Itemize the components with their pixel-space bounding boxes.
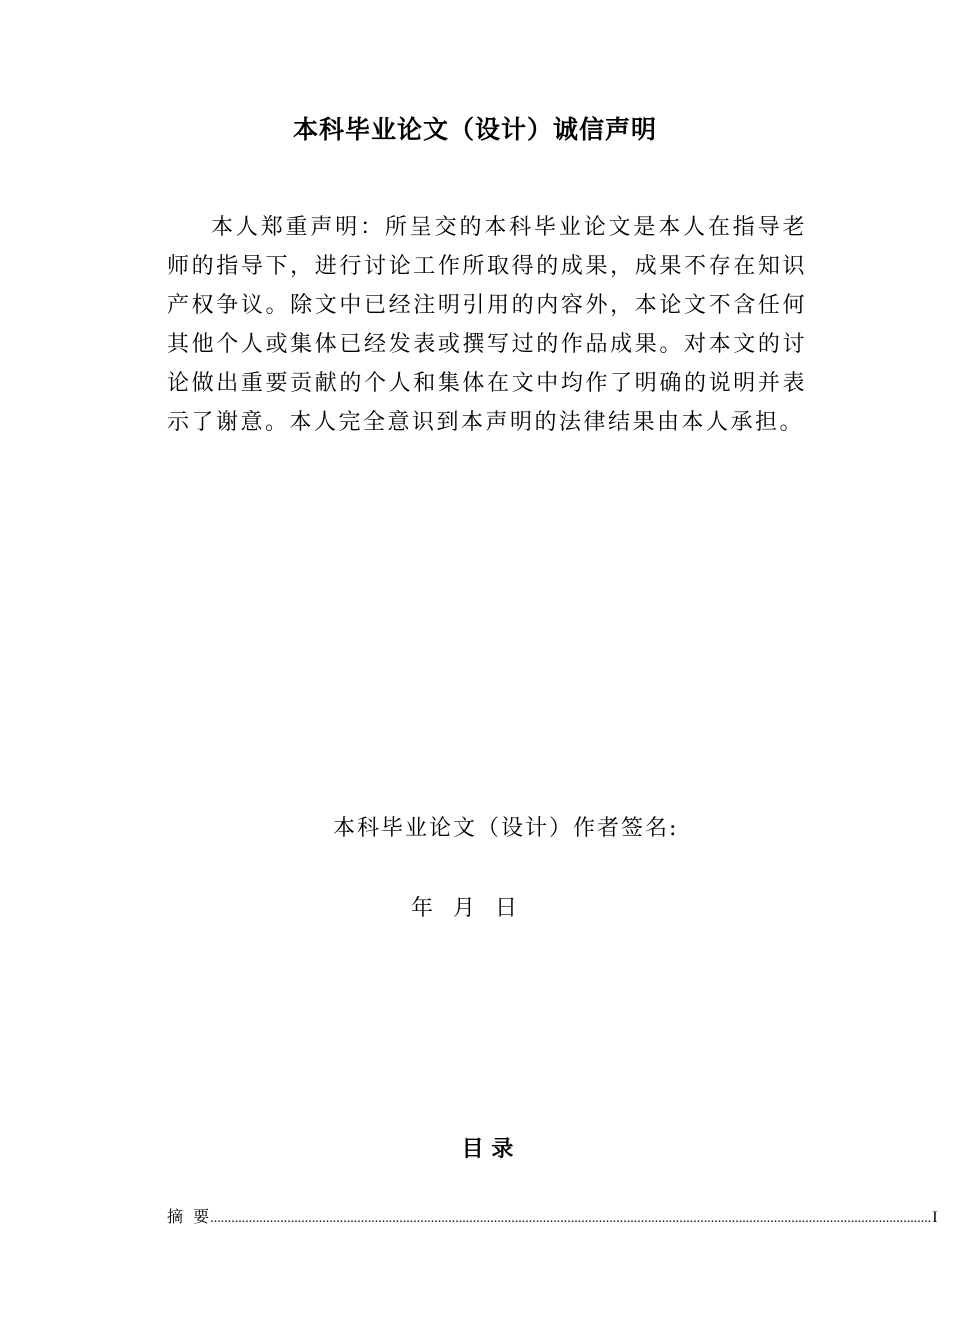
declaration-title: 本科毕业论文（设计）诚信声明 bbox=[292, 115, 657, 144]
toc-entry[interactable] bbox=[167, 1203, 938, 1233]
toc-entry-label: 摘 要 bbox=[167, 1207, 210, 1226]
author-signature-label: 本科毕业论文（设计）作者签名: bbox=[333, 816, 679, 841]
toc-title: 目 录 bbox=[461, 1137, 514, 1162]
toc-dot-leader: .............................................................................................................................................................................................................. bbox=[210, 1211, 932, 1226]
signature-date-label: 年 月 日 bbox=[411, 896, 519, 921]
toc-entry-page: I bbox=[932, 1209, 938, 1226]
declaration-body: 本人郑重声明：所呈交的本科毕业论文是本人在指导老师的指导下，进行讨论工作所取得的成果，成果不存在知识产权争议。除文中已经注明引用的内容外，本论文不含任何其他个人或集体已经发表或撰写过的作品成果。对本文的讨论做出重要贡献的个人和集体在文中均作了明确的说明并表示了谢意。本人完全意识到本声明的法律结果由本人承担。 bbox=[167, 215, 807, 435]
